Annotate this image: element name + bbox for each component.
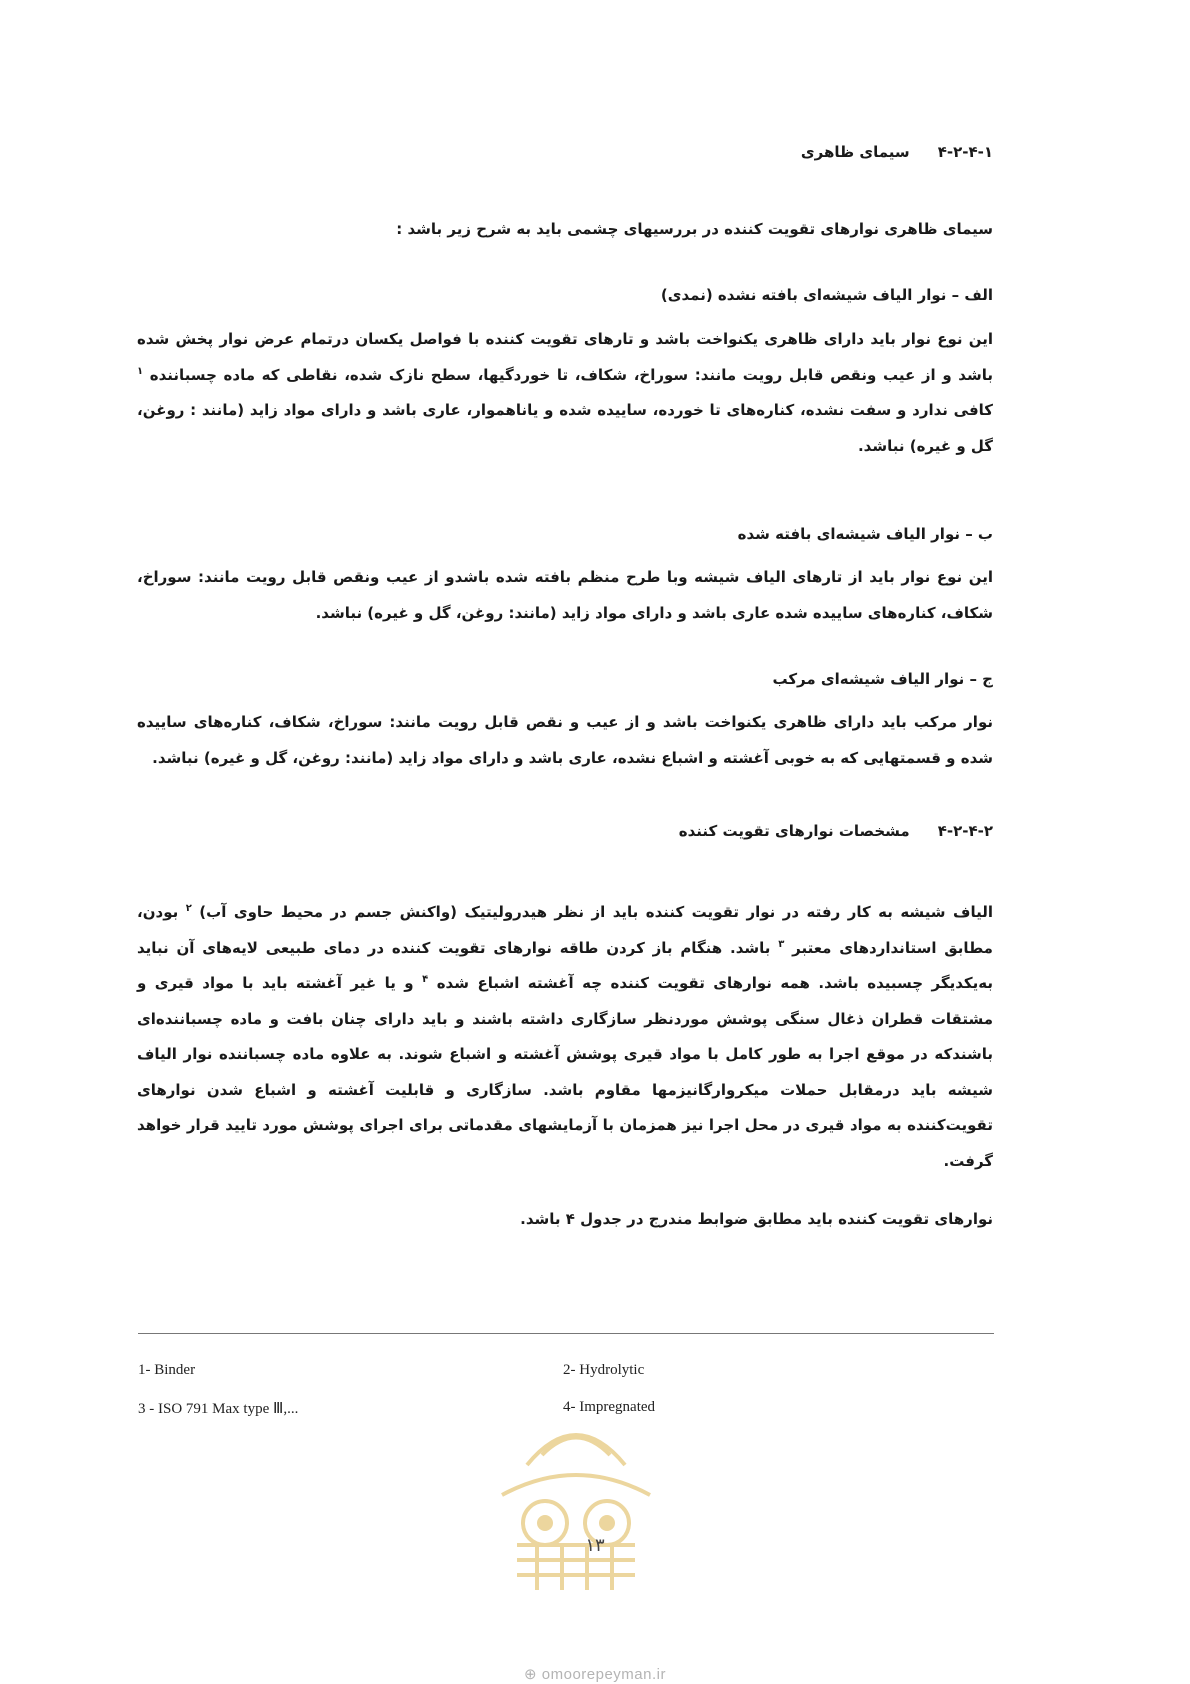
footnote-ref-2: ۲ [185,903,192,914]
section-number: ۴-۲-۴-۱ [937,143,993,161]
section-number: ۴-۲-۴-۲ [937,822,993,840]
body-text-3: باشد. هنگام باز کردن طاقه نوارهای تقویت کننده در دمای طبیعی لایه‌های آن نباید به‌یکدیگر چسبیده باشد. همه نوارهای تقویت کننده چه آغشته اشباع شده [137,938,993,992]
item-a-text-2: کافی ندارد و سفت نشده، کناره‌های تا خورده، ساییده شده و یاناهموار، عاری باشد و دارای مواد زاید (مانند : روغن، گل و غیره) نباشد. [137,401,993,455]
body-text-2: بودن، مطابق استانداردهای معتبر [137,903,993,957]
section-heading-appearance [801,143,993,161]
item-a-paragraph [137,322,993,464]
footnote-divider [138,1333,994,1334]
section-title: مشخصات نوارهای تقویت کننده [678,822,910,840]
footnote-ref-4: ۴ [422,974,429,985]
watermark-site-text [0,1665,1190,1683]
footnote-ref-3: ۳ [778,938,785,950]
body-text-4: و یا غیر آغشته باید با مواد قیری و مشتقات قطران ذغال سنگی پوشش موردنظر سازگاری داشته باشند و باید دارای چنان بافت و ماده چسباننده‌ای باشندکه در موقع اجرا به طور کامل با مواد قیری پوشش آغشته و اشباع شوند. به علاوه ماده چسباننده نوار الیاف شیشه باید درمقابل حملات میکروارگانیزمها مقاوم باشد. سازگاری و قابلیت آغشته و اشباع شدن نوارهای تقویت‌کننده به مواد قیری در محل اجرا نیز همزمان با آزمایشهای مقدماتی برای اجرای پوشش مورد تایید قرار خواهد گرفت. [137,974,993,1170]
section-heading-specifications [679,822,993,840]
item-c-paragraph: نوار مرکب باید دارای ظاهری یکنواخت باشد و از عیب و نقص قابل رویت مانند: سوراخ، شکاف، کناره‌های ساییده شده و قسمتهایی که به خوبی آغشته و اشباع نشده، عاری باشد و دارای مواد زاید (مانند: روغن، گل و غیره) نباشد. [137,713,993,767]
table-reference-line: نوارهای تقویت کننده باید مطابق ضوابط مندرج در جدول ۴ باشد. [520,1210,993,1228]
body-text-1: الیاف شیشه به کار رفته در نوار تقویت کننده باید از نظر هیدرولیتیک (واکنش جسم در محیط حاوی آب) [199,903,993,921]
item-a-title: الف – نوار الیاف شیشه‌ای بافته نشده (نمدی) [660,286,993,304]
specifications-paragraph [137,895,993,1179]
item-a-text-1: این نوع نوار باید دارای ظاهری یکنواخت باشد و تارهای تقویت کننده با فواصل یکسان درتمام عرض نوار پخش شده باشد و از عیب ونقص قابل رویت مانند: سوراخ، شکاف، تا خوردگیها، سطح نازک شده، نقاطی که ماده چسباننده [137,330,993,384]
footnote-ref-1: ۱ [137,365,144,377]
globe-icon: ⊕ [524,1666,538,1683]
footnote-2: 2- Hydrolytic [563,1362,645,1378]
section-title: سیمای ظاهری [800,143,910,161]
page-number: ۱۳ [585,1535,605,1556]
intro-paragraph: سیمای ظاهری نوارهای تقویت کننده در بررسیهای چشمی باید به شرح زیر باشد : [396,220,993,238]
item-b-paragraph: این نوع نوار باید از تارهای الیاف شیشه وبا طرح منظم بافته شده باشدو از عیب ونقص قابل رویت مانند: سوراخ، شکاف، کناره‌های ساییده شده عاری باشد و دارای مواد زاید (مانند: روغن، گل و غیره) نباشد. [137,568,993,622]
footnote-4: 4- Impregnated [563,1399,656,1415]
footnote-3: 3 - ISO 791 Max type Ⅲ,... [138,1401,299,1417]
watermark-seal-icon [487,1395,665,1595]
footnote-1: 1- Binder [138,1362,196,1378]
item-c-title: ج – نوار الیاف شیشه‌ای مرکب [772,670,993,688]
watermark-site-label: omoorepeyman.ir [541,1666,666,1683]
item-b-title: ب – نوار الیاف شیشه‌ای بافته شده [737,525,993,543]
